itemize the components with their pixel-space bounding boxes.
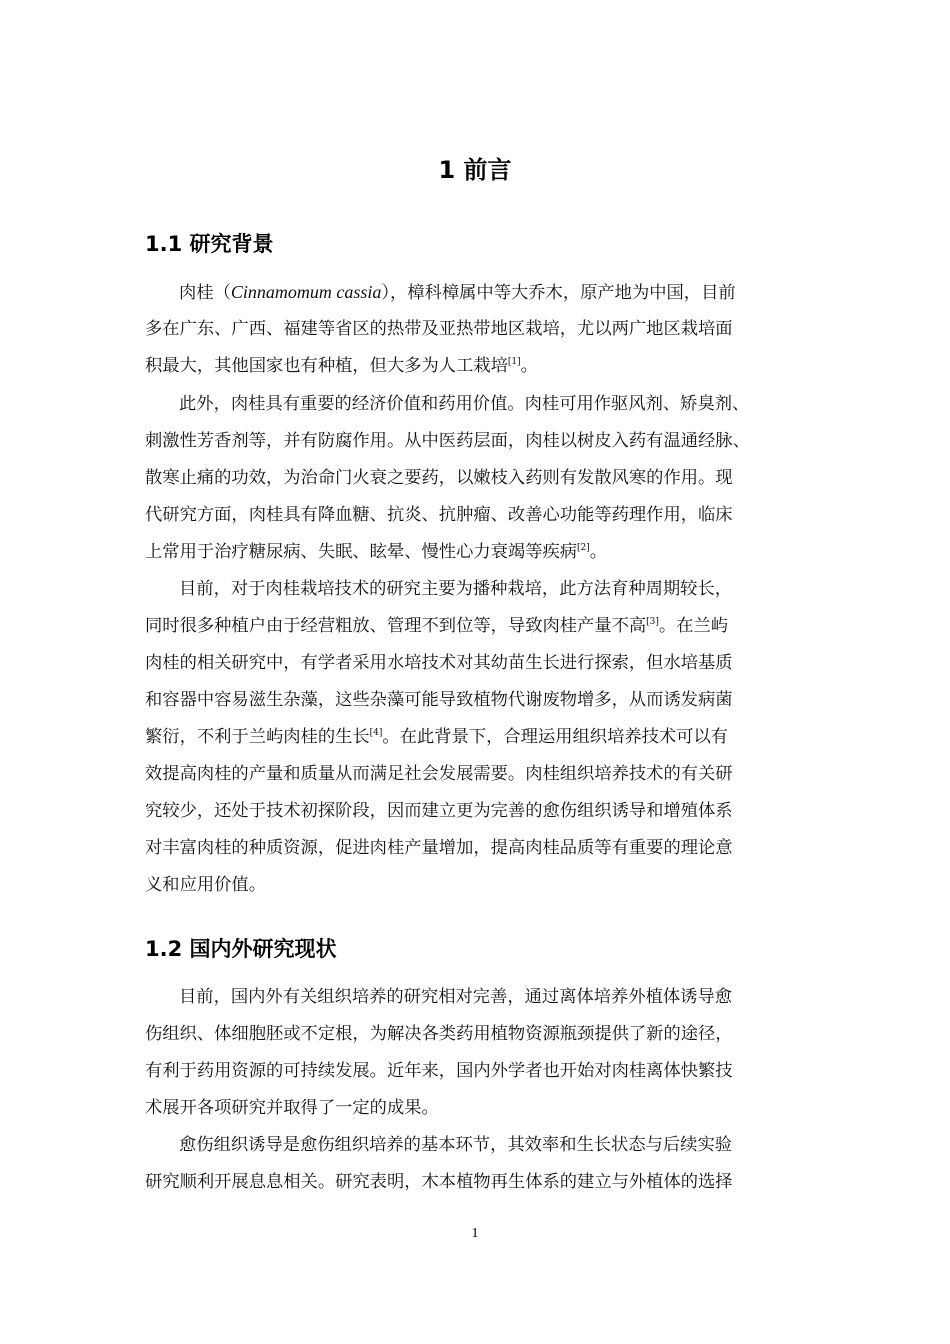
paragraph-line: 义和应用价值。 <box>145 875 266 895</box>
paragraph-line: 效提高肉桂的产量和质量从而满足社会发展需要。肉桂组织培养技术的有关研 <box>145 764 733 784</box>
paragraph-line: 肉桂的相关研究中，有学者采用水培技术对其幼苗生长进行探索，但水培基质 <box>145 653 733 673</box>
section-heading-research-background: 1.1 研究背景 <box>145 232 274 256</box>
paragraph-line: 伤组织、体细胞胚或不定根，为解决各类药用植物资源瓶颈提供了新的途径， <box>145 1024 733 1044</box>
paragraph-line: 究较少，还处于技术初探阶段，因而建立更为完善的愈伤组织诱导和增殖体系 <box>145 801 733 821</box>
citation-ref: [2] <box>577 543 590 553</box>
paragraph-line: 同时很多种植户由于经营粗放、管理不到位等，导致肉桂产量不高[3]。在兰屿 <box>145 616 729 636</box>
paragraph-line: 有利于药用资源的可持续发展。近年来，国内外学者也开始对肉桂离体快繁技 <box>145 1061 733 1081</box>
section-heading-research-status: 1.2 国内外研究现状 <box>145 937 337 961</box>
paragraph-line: 肉桂（Cinnamomum cassia），樟科樟属中等大乔木，原产地为中国，目前 <box>179 282 736 303</box>
paragraph-line: 积最大，其他国家也有种植，但大多为人工栽培[1]。 <box>145 356 538 376</box>
paragraph-line: 散寒止痛的功效，为治命门火衰之要药，以嫩枝入药则有发散风寒的作用。现 <box>145 468 733 488</box>
paragraph-line: 术展开各项研究并取得了一定的成果。 <box>145 1098 439 1118</box>
citation-ref: [4] <box>369 728 383 738</box>
paragraph-line: 上常用于治疗糖尿病、失眠、眩晕、慢性心力衰竭等疾病[2]。 <box>145 542 608 562</box>
page-number: 1 <box>471 1226 479 1241</box>
paragraph-line: 此外，肉桂具有重要的经济价值和药用价值。肉桂可用作驱风剂、矫臭剂、 <box>179 394 750 414</box>
paragraph-line: 研究顺利开展息息相关。研究表明，木本植物再生体系的建立与外植体的选择 <box>145 1172 733 1192</box>
citation-ref: [1] <box>507 357 521 367</box>
paragraph-line: 愈伤组织诱导是愈伤组织培养的基本环节，其效率和生长状态与后续实验 <box>179 1135 733 1155</box>
paragraph-line: 代研究方面，肉桂具有降血糖、抗炎、抗肿瘤、改善心功能等药理作用，临床 <box>145 505 733 525</box>
paragraph-line: 多在广东、广西、福建等省区的热带及亚热带地区栽培，尤以两广地区栽培面 <box>145 319 733 339</box>
citation-ref: [3] <box>646 617 659 627</box>
latin-name: Cinnamomum cassia <box>230 282 382 302</box>
chapter-title: 1 前言 <box>438 156 512 184</box>
paragraph-line: 繁衍，不利于兰屿肉桂的生长[4]。在此背景下，合理运用组织培养技术可以有 <box>145 727 729 747</box>
paragraph-line: 和容器中容易滋生杂藻，这些杂藻可能导致植物代谢废物增多，从而诱发病菌 <box>145 690 733 710</box>
paragraph-line: 刺激性芳香剂等，并有防腐作用。从中医药层面，肉桂以树皮入药有温通经脉、 <box>145 431 750 451</box>
paragraph-line: 对丰富肉桂的种质资源，促进肉桂产量增加，提高肉桂品质等有重要的理论意 <box>145 838 733 858</box>
paragraph-line: 目前，国内外有关组织培养的研究相对完善，通过离体培养外植体诱导愈 <box>179 987 733 1007</box>
paragraph-line: 目前，对于肉桂栽培技术的研究主要为播种栽培，此方法育种周期较长， <box>179 579 733 599</box>
